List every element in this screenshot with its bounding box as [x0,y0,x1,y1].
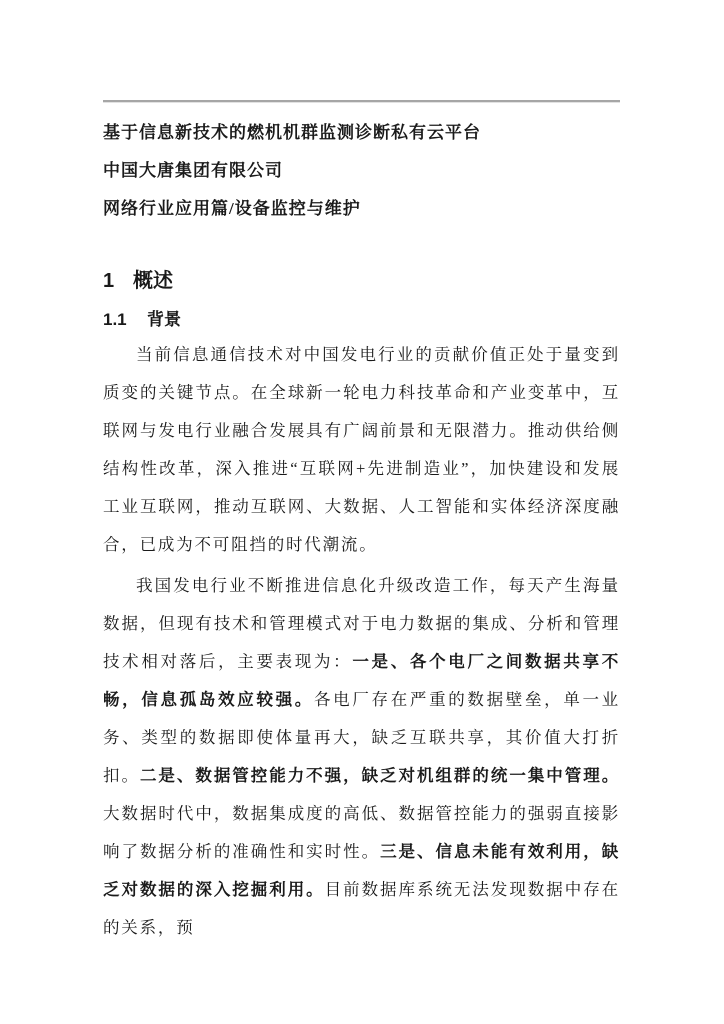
document-titles [103,114,620,228]
text-run: 目前数据库系统无法发现数据中存在的关系，预 [103,880,620,937]
bold-run: 三是、信息未能有效利用，缺乏对数据的深入挖掘利用。 [103,842,621,899]
text-run: 大数据时代中，数据集成度的高低、数据管控能力的强弱直接影响了数据分析的准确性和实时性。 [103,804,620,861]
text-run: 我国发电行业不断推进信息化升级改造工作，每天产生海量数据，但现有技术和管理模式对于电力数据的集成、分析和管理技术相对落后，主要表现为： [103,576,620,671]
doc-title-line-3: 网络行业应用篇/设备监控与维护 [103,199,361,218]
body-paragraph-1: 当前信息通信技术对中国发电行业的贡献价值正处于量变到质变的关键节点。在全球新一轮电力科技革命和产业变革中，互联网与发电行业融合发展具有广阔前景和无限潜力。推动供给侧结构性改革，深入推进“互联网+先进制造业”，加快建设和发展工业互联网，推动互联网、大数据、人工智能和实体经济深度融合，已成为不可阻挡的时代潮流。 [103,345,620,554]
text-run: 各电厂存在严重的数据壁垒，单一业务、类型的数据即使体量再大，缺乏互联共享，其价值大打折扣。 [103,690,620,785]
horizontal-rule [103,100,620,103]
bold-run: 二是、数据管控能力不强，缺乏对机组群的统一集中管理。 [139,766,620,785]
subsection-title: 背景 [147,310,181,329]
doc-title-line-1: 基于信息新技术的燃机机群监测诊断私有云平台 [103,123,481,142]
subsection-heading [103,307,620,333]
subsection-number: 1.1 [103,310,127,329]
bold-run: 一是、各个电厂之间数据共享不畅，信息孤岛效应较强。 [103,652,621,709]
document-body [103,336,620,947]
section-number: 1 [103,270,115,292]
body-paragraph-2 [103,567,620,947]
doc-title-line-2: 中国大唐集团有限公司 [103,161,283,180]
section-title: 概述 [133,270,173,292]
section-heading [103,266,620,296]
